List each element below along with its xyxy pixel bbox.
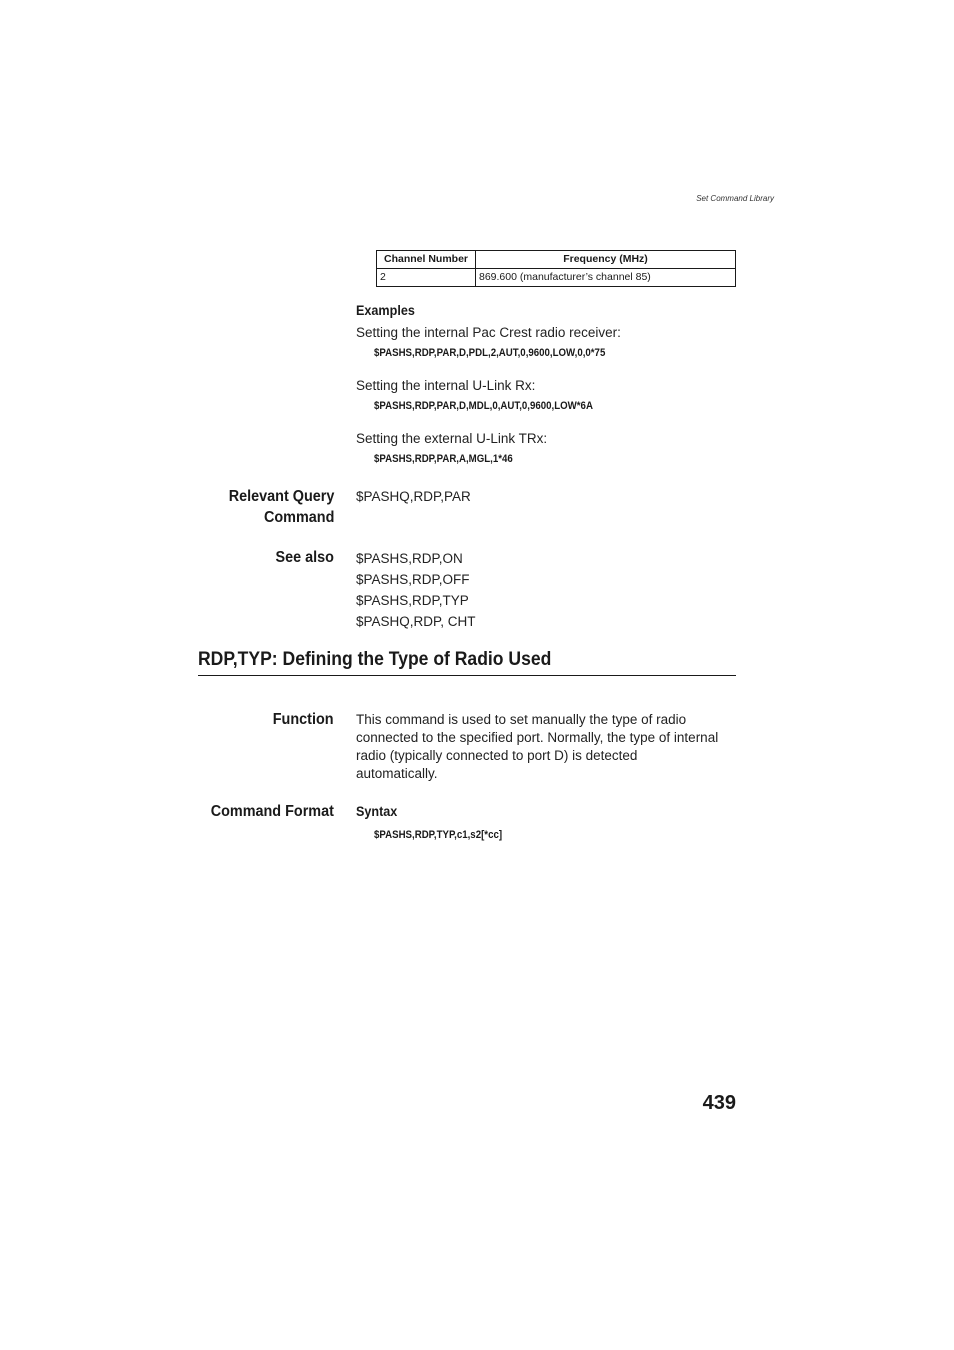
function-line-3: radio (typically connected to port D) is detected [356, 748, 638, 763]
table-cell-channel: 2 [377, 269, 476, 287]
example-description-3: Setting the external U-Link TRx: [356, 431, 548, 446]
example-command-2: $PASHS,RDP,PAR,D,MDL,0,AUT,0,9600,LOW*6A [374, 400, 593, 412]
relevant-query-value: $PASHQ,RDP,PAR [356, 489, 471, 504]
syntax-command: $PASHS,RDP,TYP,c1,s2[*cc] [374, 829, 503, 841]
function-line-1: This command is used to set manually the type of radio [356, 712, 687, 727]
section-divider [198, 675, 736, 676]
example-command-1: $PASHS,RDP,PAR,D,PDL,2,AUT,0,9600,LOW,0,0*75 [374, 347, 606, 359]
examples-heading: Examples [356, 302, 415, 318]
relevant-query-heading-line2: Command [263, 509, 334, 526]
command-format-heading: Command Format [210, 803, 334, 820]
function-description [356, 711, 746, 783]
example-command-3: $PASHS,RDP,PAR,A,MGL,1*46 [374, 453, 513, 465]
relevant-query-heading [228, 486, 334, 528]
column-header-channel-number: Channel Number [377, 251, 476, 269]
list-item: $PASHS,RDP,OFF [356, 572, 470, 587]
example-description-2: Setting the internal U-Link Rx: [356, 378, 536, 393]
table-cell-frequency: 869.600 (manufacturer’s channel 85) [476, 269, 736, 287]
list-item: $PASHS,RDP,TYP [356, 593, 469, 608]
function-line-4: automatically. [356, 766, 438, 781]
see-also-list [356, 548, 476, 632]
see-also-heading: See also [275, 549, 334, 566]
table-header-row [377, 251, 736, 269]
channel-frequency-table [376, 250, 736, 287]
section-title: RDP,TYP: Defining the Type of Radio Used [198, 648, 552, 670]
relevant-query-heading-line1: Relevant Query [228, 488, 334, 505]
syntax-heading: Syntax [356, 803, 398, 819]
page-number: 439 [702, 1092, 736, 1114]
running-header: Set Command Library [696, 194, 774, 203]
list-item: $PASHS,RDP,ON [356, 551, 463, 566]
function-heading: Function [273, 711, 334, 728]
function-line-2: connected to the specified port. Normally, the type of internal [356, 730, 719, 745]
example-description-1: Setting the internal Pac Crest radio receiver: [356, 325, 621, 340]
column-header-frequency: Frequency (MHz) [476, 251, 736, 269]
list-item: $PASHQ,RDP, CHT [356, 614, 476, 629]
table-row [377, 269, 736, 287]
